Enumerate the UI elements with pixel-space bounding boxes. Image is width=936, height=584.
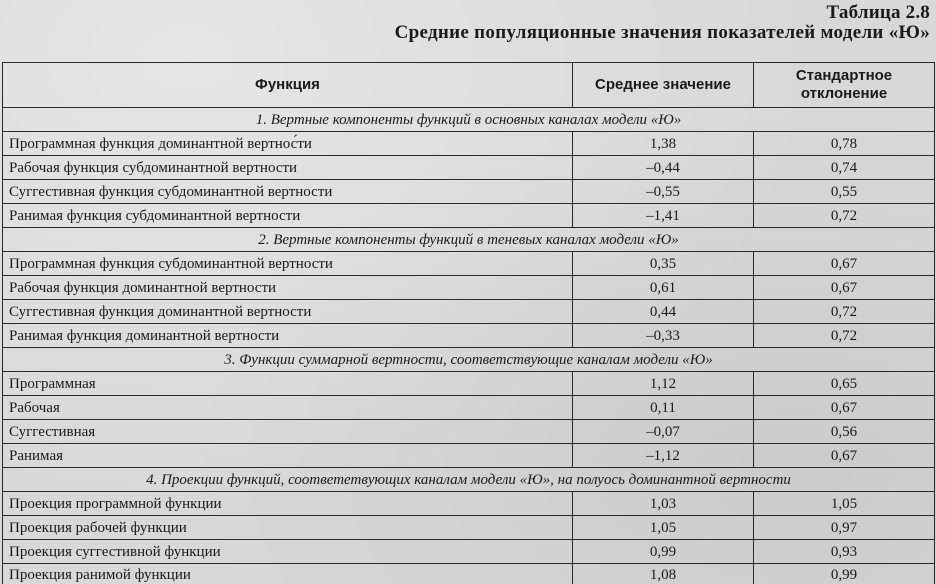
std-value: 0,72 bbox=[754, 324, 935, 348]
table-row bbox=[3, 420, 935, 444]
table-row bbox=[3, 180, 935, 204]
table-row bbox=[3, 444, 935, 468]
section-row bbox=[3, 348, 935, 372]
mean-value: –0,44 bbox=[573, 156, 754, 180]
table-number: Таблица 2.8 bbox=[826, 2, 930, 23]
table-row bbox=[3, 372, 935, 396]
mean-value: –0,07 bbox=[573, 420, 754, 444]
function-name: Ранимая функция субдоминантной вертности bbox=[3, 204, 573, 228]
table-row bbox=[3, 396, 935, 420]
function-name: Суггестивная функция доминантной вертности bbox=[3, 300, 573, 324]
data-table bbox=[2, 62, 935, 584]
header-std-line1: Стандартное bbox=[795, 67, 893, 84]
mean-value: 0,61 bbox=[573, 276, 754, 300]
std-value: 0,72 bbox=[754, 204, 935, 228]
function-name: Программная функция доминантной вертнос́ти bbox=[3, 132, 573, 156]
std-value: 0,67 bbox=[754, 396, 935, 420]
table-row bbox=[3, 324, 935, 348]
section-title: 4. Проекции функций, соответетвующих каналам модели «Ю», на полуось доминантной вертности bbox=[3, 468, 935, 492]
section-row bbox=[3, 468, 935, 492]
table-row bbox=[3, 540, 935, 564]
function-name: Проекция рабочей функции bbox=[3, 516, 573, 540]
function-name: Ранимая функция доминантной вертности bbox=[3, 324, 573, 348]
std-value: 0,56 bbox=[754, 420, 935, 444]
function-name: Рабочая функция доминантной вертности bbox=[3, 276, 573, 300]
table-row bbox=[3, 156, 935, 180]
std-value: 0,55 bbox=[754, 180, 935, 204]
header-std-line2: отклонение bbox=[800, 85, 888, 102]
std-value: 0,65 bbox=[754, 372, 935, 396]
mean-value: 1,08 bbox=[573, 564, 754, 584]
mean-value: 1,12 bbox=[573, 372, 754, 396]
function-name: Проекция программной функции bbox=[3, 492, 573, 516]
function-name: Суггестивная bbox=[3, 420, 573, 444]
section-row bbox=[3, 108, 935, 132]
std-value: 0,67 bbox=[754, 444, 935, 468]
mean-value: 1,38 bbox=[573, 132, 754, 156]
function-name: Программная bbox=[3, 372, 573, 396]
function-name: Суггестивная функция субдоминантной вертности bbox=[3, 180, 573, 204]
header-row bbox=[3, 63, 935, 108]
mean-value: 0,44 bbox=[573, 300, 754, 324]
std-value: 0,99 bbox=[754, 564, 935, 584]
mean-value: 1,03 bbox=[573, 492, 754, 516]
table-row bbox=[3, 276, 935, 300]
std-value: 0,67 bbox=[754, 252, 935, 276]
function-name: Рабочая функция субдоминантной вертности bbox=[3, 156, 573, 180]
table-row bbox=[3, 492, 935, 516]
std-value: 0,93 bbox=[754, 540, 935, 564]
table-row bbox=[3, 132, 935, 156]
std-value: 0,67 bbox=[754, 276, 935, 300]
header-function: Функция bbox=[3, 63, 573, 108]
mean-value: 0,99 bbox=[573, 540, 754, 564]
mean-value: 0,35 bbox=[573, 252, 754, 276]
table-row bbox=[3, 564, 935, 584]
function-name: Проекция ранимой функции bbox=[3, 564, 573, 584]
section-title: 1. Вертные компоненты функций в основных каналах модели «Ю» bbox=[3, 108, 935, 132]
table-row bbox=[3, 252, 935, 276]
std-value: 0,97 bbox=[754, 516, 935, 540]
std-value: 0,72 bbox=[754, 300, 935, 324]
header-mean: Среднее значение bbox=[573, 63, 754, 108]
mean-value: –0,55 bbox=[573, 180, 754, 204]
function-name: Программная функция субдоминантной вертности bbox=[3, 252, 573, 276]
section-title: 3. Функции суммарной вертности, соответствующие каналам модели «Ю» bbox=[3, 348, 935, 372]
mean-value: 1,05 bbox=[573, 516, 754, 540]
table-row bbox=[3, 300, 935, 324]
mean-value: –0,33 bbox=[573, 324, 754, 348]
table-row bbox=[3, 516, 935, 540]
table-title: Средние популяционные значения показателей модели «Ю» bbox=[394, 22, 930, 43]
function-name: Рабочая bbox=[3, 396, 573, 420]
std-value: 0,78 bbox=[754, 132, 935, 156]
function-name: Проекция суггестивной функции bbox=[3, 540, 573, 564]
mean-value: –1,12 bbox=[573, 444, 754, 468]
section-row bbox=[3, 228, 935, 252]
std-value: 1,05 bbox=[754, 492, 935, 516]
section-title: 2. Вертные компоненты функций в теневых каналах модели «Ю» bbox=[3, 228, 935, 252]
header-std bbox=[754, 63, 935, 108]
function-name: Ранимая bbox=[3, 444, 573, 468]
std-value: 0,74 bbox=[754, 156, 935, 180]
mean-value: –1,41 bbox=[573, 204, 754, 228]
mean-value: 0,11 bbox=[573, 396, 754, 420]
table-row bbox=[3, 204, 935, 228]
